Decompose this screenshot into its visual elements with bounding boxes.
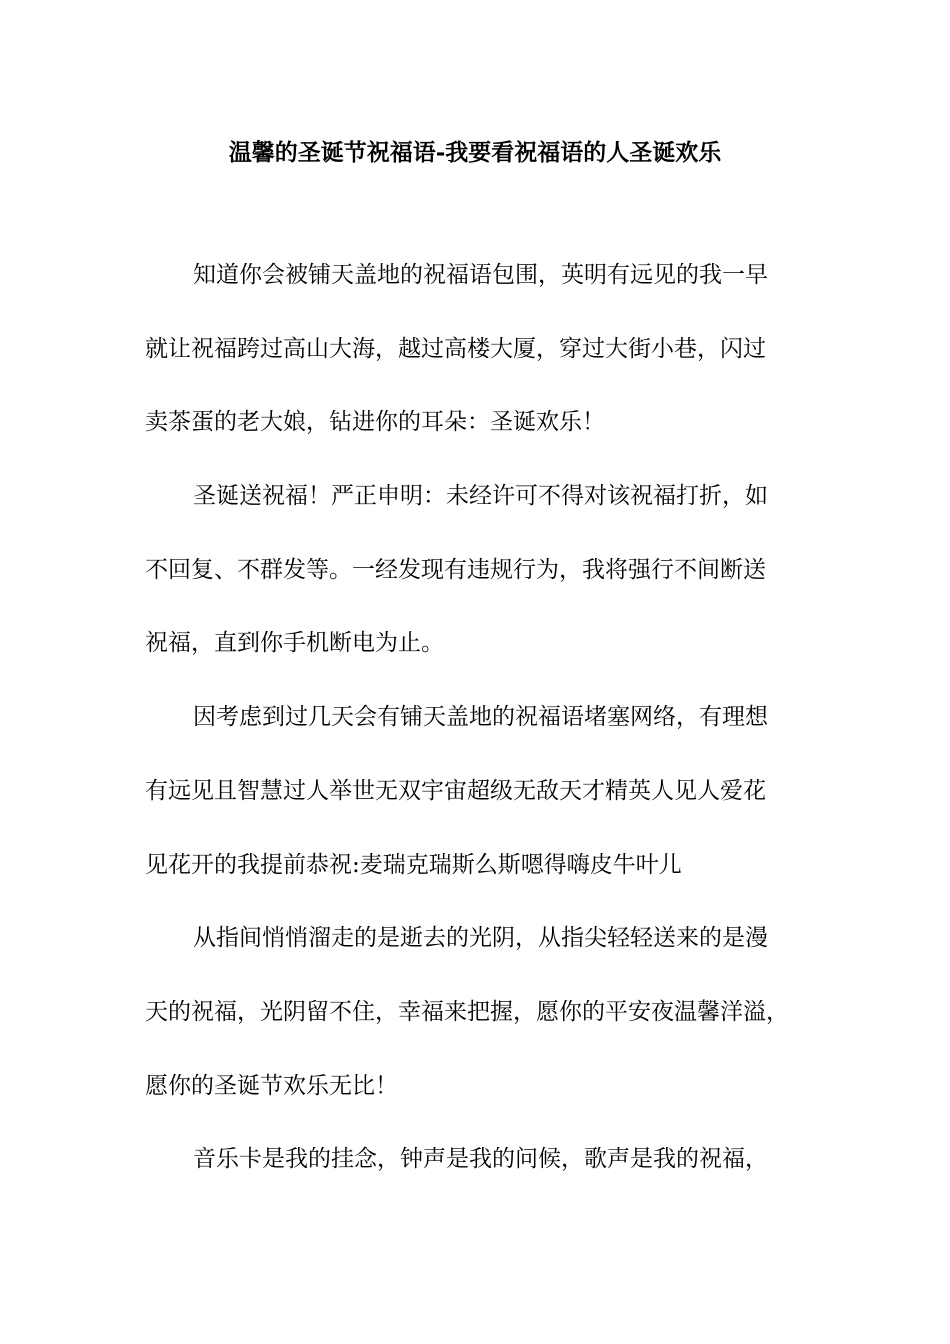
text-line: 祝福，直到你手机断电为止。 xyxy=(145,630,444,657)
document-title: 温馨的圣诞节祝福语-我要看祝福语的人圣诞欢乐 xyxy=(228,139,722,166)
text-line: 见花开的我提前恭祝:麦瑞克瑞斯么斯嗯得嗨皮牛叶儿 xyxy=(145,851,682,878)
text-line: 就让祝福跨过高山大海，越过高楼大厦，穿过大街小巷，闪过 xyxy=(145,335,766,362)
text-line: 不回复、不群发等。一经发现有违规行为，我将强行不间断送 xyxy=(145,556,766,583)
text-line: 从指间悄悄溜走的是逝去的光阴，从指尖轻轻送来的是漫 xyxy=(193,925,768,952)
document-body xyxy=(145,252,810,1210)
text-line: 圣诞送祝福！严正申明：未经许可不得对该祝福打折，如 xyxy=(193,483,768,510)
text-line: 天的祝福，光阴留不住，幸福来把握，愿你的平安夜温馨洋溢， xyxy=(145,998,789,1025)
text-line: 卖茶蛋的老大娘，钻进你的耳朵：圣诞欢乐！ xyxy=(145,409,605,436)
text-line: 音乐卡是我的挂念，钟声是我的问候，歌声是我的祝福， xyxy=(193,1146,768,1173)
text-line: 有远见且智慧过人举世无双宇宙超级无敌天才精英人见人爱花 xyxy=(145,777,766,804)
text-line: 知道你会被铺天盖地的祝福语包围，英明有远见的我一早 xyxy=(193,262,768,288)
text-line: 因考虑到过几天会有铺天盖地的祝福语堵塞网络，有理想 xyxy=(193,704,768,731)
text-line: 愿你的圣诞节欢乐无比！ xyxy=(145,1072,398,1099)
